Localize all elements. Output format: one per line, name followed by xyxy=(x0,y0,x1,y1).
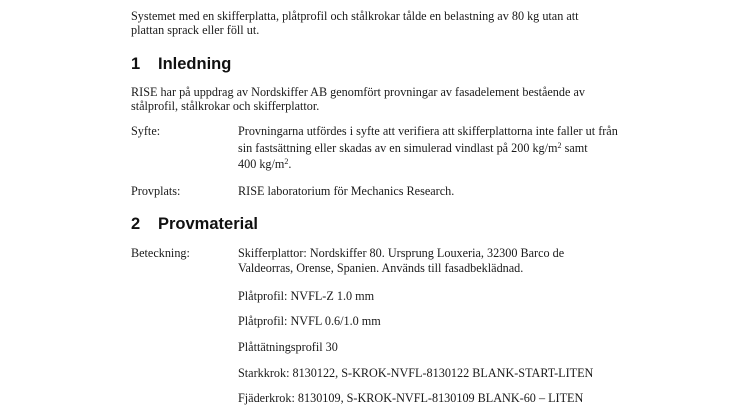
syfte-line-2: sin fastsättning eller skadas av en simulerad vindlast på 200 $kg/m^2$ samt xyxy=(238,141,588,155)
inledning-para-line-2: stålprofil, stålkrokar och skifferplattor. xyxy=(131,99,320,113)
material-item-5: Starkkrok: 8130122, S-KROK-NVFL-8130122 BLANK-START-LITEN xyxy=(238,366,594,380)
syfte-line-3: 400 $kg/m^2$. xyxy=(238,157,292,171)
syfte-label: Syfte: xyxy=(131,124,161,138)
intro-line-1: Systemet med en skifferplatta, plåtprofil och stålkrokar tålde en belastning av 80 kg utan att xyxy=(131,9,579,23)
material-item-6: Fjäderkrok: 8130109, S-KROK-NVFL-8130109 BLANK-60 – LITEN xyxy=(238,391,584,405)
section-1-number: 1 xyxy=(131,55,141,73)
material-item-2: Plåtprofil: NVFL-Z 1.0 mm xyxy=(238,289,375,303)
section-2-number: 2 xyxy=(131,215,141,233)
inledning-para-line-1: RISE har på uppdrag av Nordskiffer AB genomfört provningar av fasadelement bestående av xyxy=(131,85,585,99)
section-2-title: Provmaterial xyxy=(158,215,258,233)
provplats-value: RISE laboratorium för Mechanics Research. xyxy=(238,184,455,198)
provplats-label: Provplats: xyxy=(131,184,181,198)
section-1-heading xyxy=(131,54,231,74)
intro-line-2: plattan sprack eller föll ut. xyxy=(131,23,260,37)
material-item-4: Plåttätningsprofil 30 xyxy=(238,340,338,354)
section-1-title: Inledning xyxy=(158,55,232,73)
beteckning-label: Beteckning: xyxy=(131,246,190,260)
material-item-3: Plåtprofil: NVFL 0.6/1.0 mm xyxy=(238,314,381,328)
syfte-line-1: Provningarna utfördes i syfte att verifiera att skifferplattorna inte faller ut från xyxy=(238,124,618,138)
material-item-1-line-2: Valdeorras, Orense, Spanien. Används till fasadbeklädnad. xyxy=(238,261,524,275)
material-item-1-line-1: Skifferplattor: Nordskiffer 80. Ursprung Louxeria, 32300 Barco de xyxy=(238,246,565,260)
section-2-heading xyxy=(131,214,258,234)
